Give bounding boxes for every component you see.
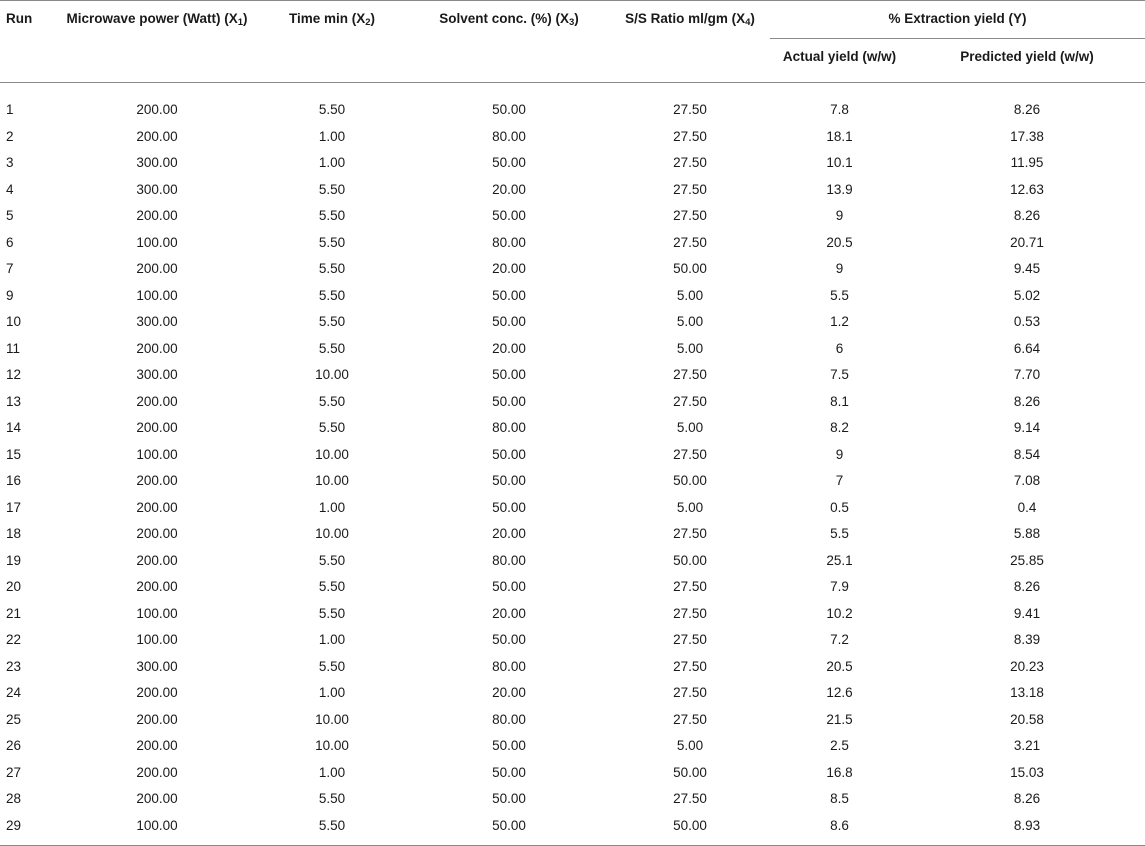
cell-microwave-power: 200.00 [136, 261, 178, 277]
table-row [0, 733, 1145, 760]
cell-ss-ratio: 27.50 [673, 101, 707, 117]
cell-time: 1.00 [318, 685, 346, 701]
cell-actual-yield: 8.2 [830, 420, 849, 436]
table-row [0, 256, 1145, 283]
cell-microwave-power: 100.00 [136, 234, 178, 250]
cell-time: 5.50 [318, 314, 346, 330]
cell-solvent-conc: 80.00 [492, 234, 526, 250]
cell-predicted-yield: 7.08 [1013, 473, 1041, 489]
cell-predicted-yield: 20.71 [1010, 234, 1044, 250]
cell-microwave-power: 100.00 [136, 605, 178, 621]
table-row [0, 229, 1145, 256]
table-row [0, 812, 1145, 845]
cell-predicted-yield: 9.41 [1013, 605, 1041, 621]
cell-predicted-yield: 7.70 [1013, 367, 1041, 383]
cell-predicted-yield: 5.88 [1013, 526, 1041, 542]
cell-actual-yield: 5.5 [830, 526, 849, 542]
cell-time: 5.50 [318, 420, 346, 436]
cell-ss-ratio: 27.50 [673, 526, 707, 542]
cell-ss-ratio: 27.50 [673, 446, 707, 462]
cell-run: 26 [6, 738, 22, 754]
cell-run: 28 [6, 791, 22, 807]
cell-time: 1.00 [318, 155, 346, 171]
cell-ss-ratio: 27.50 [673, 208, 707, 224]
cell-actual-yield: 1.2 [830, 314, 849, 330]
table-row [0, 335, 1145, 362]
cell-actual-yield: 2.5 [830, 738, 849, 754]
cell-ss-ratio: 50.00 [610, 812, 770, 845]
table-row [0, 150, 1145, 177]
cell-run: 20 [6, 579, 22, 595]
cell-actual-yield: 8.6 [770, 812, 909, 845]
cell-solvent-conc: 50.00 [492, 101, 526, 117]
cell-microwave-power: 100.00 [136, 446, 178, 462]
cell-solvent-conc: 50.00 [492, 579, 526, 595]
cell-microwave-power: 200.00 [136, 473, 178, 489]
cell-microwave-power: 200.00 [136, 128, 178, 144]
table-row [0, 441, 1145, 468]
cell-actual-yield: 7.5 [830, 367, 849, 383]
cell-time: 5.50 [318, 181, 346, 197]
cell-solvent-conc: 80.00 [492, 552, 526, 568]
cell-solvent-conc: 20.00 [492, 340, 526, 356]
header-extraction-yield-group: % Extraction yield (Y) [770, 1, 1145, 39]
cell-run: 11 [6, 340, 21, 356]
cell-solvent-conc: 50.00 [492, 393, 526, 409]
cell-solvent-conc: 50.00 [492, 367, 526, 383]
cell-run: 29 [0, 812, 58, 845]
cell-predicted-yield: 13.18 [1010, 685, 1044, 701]
table-row [0, 123, 1145, 150]
cell-time: 5.50 [318, 340, 346, 356]
cell-predicted-yield: 0.53 [1013, 314, 1041, 330]
cell-run: 12 [6, 367, 22, 383]
cell-microwave-power: 200.00 [136, 208, 178, 224]
table-row [0, 309, 1145, 336]
cell-solvent-conc: 80.00 [492, 420, 526, 436]
cell-run: 23 [6, 658, 22, 674]
cell-actual-yield: 7.8 [830, 101, 849, 117]
cell-time: 1.00 [318, 764, 346, 780]
cell-solvent-conc: 50.00 [492, 738, 526, 754]
cell-predicted-yield: 9.45 [1013, 261, 1041, 277]
cell-time: 5.50 [318, 579, 346, 595]
cell-solvent-conc: 50.00 [492, 499, 526, 515]
cell-actual-yield: 20.5 [826, 658, 853, 674]
cell-microwave-power: 200.00 [136, 711, 178, 727]
cell-time: 10.00 [315, 446, 349, 462]
cell-actual-yield: 0.5 [830, 499, 849, 515]
cell-ss-ratio: 27.50 [673, 711, 707, 727]
cell-solvent-conc: 50.00 [492, 208, 526, 224]
cell-actual-yield: 7 [835, 473, 844, 489]
table-row [0, 706, 1145, 733]
cell-time: 10.00 [315, 711, 349, 727]
cell-microwave-power: 200.00 [136, 420, 178, 436]
cell-solvent-conc: 20.00 [492, 526, 526, 542]
cell-ss-ratio: 27.50 [673, 128, 707, 144]
cell-run: 4 [6, 181, 14, 197]
cell-actual-yield: 7.9 [830, 579, 849, 595]
cell-time: 1.00 [318, 499, 346, 515]
cell-time: 10.00 [315, 738, 349, 754]
cell-run: 9 [6, 287, 14, 303]
cell-predicted-yield: 15.03 [1010, 764, 1044, 780]
cell-ss-ratio: 5.00 [676, 314, 704, 330]
table-row [0, 282, 1145, 309]
cell-run: 5 [6, 208, 14, 224]
cell-time: 1.00 [318, 632, 346, 648]
cell-solvent-conc: 50.00 [492, 155, 526, 171]
cell-run: 14 [6, 420, 22, 436]
cell-microwave-power: 200.00 [136, 579, 178, 595]
cell-time: 10.00 [315, 526, 349, 542]
table-row [0, 786, 1145, 813]
cell-solvent-conc: 20.00 [492, 261, 526, 277]
cell-run: 19 [6, 552, 22, 568]
cell-ss-ratio: 27.50 [673, 658, 707, 674]
cell-predicted-yield: 8.26 [1013, 791, 1041, 807]
cell-ss-ratio: 50.00 [673, 261, 707, 277]
cell-solvent-conc: 50.00 [492, 473, 526, 489]
cell-predicted-yield: 8.54 [1013, 446, 1041, 462]
cell-ss-ratio: 27.50 [673, 367, 707, 383]
cell-time: 5.50 [318, 208, 346, 224]
cell-time: 10.00 [315, 367, 349, 383]
cell-actual-yield: 9 [835, 446, 844, 462]
cell-predicted-yield: 8.26 [1013, 579, 1041, 595]
cell-run: 1 [6, 101, 14, 117]
table-row [0, 203, 1145, 230]
cell-run: 15 [6, 446, 22, 462]
cell-microwave-power: 100.00 [136, 287, 178, 303]
cell-solvent-conc: 50.00 [492, 287, 526, 303]
header-time: Time $\min (X_2)$ [288, 11, 376, 28]
cell-run: 17 [6, 499, 22, 515]
cell-actual-yield: 18.1 [826, 128, 853, 144]
header-ss-ratio: S/S Ratio ml/gm $(X_4)$ [625, 11, 755, 28]
cell-ss-ratio: 27.50 [673, 155, 707, 171]
cell-ss-ratio: 27.50 [673, 393, 707, 409]
cell-ss-ratio: 50.00 [673, 473, 707, 489]
table-row [0, 176, 1145, 203]
cell-predicted-yield: 6.64 [1013, 340, 1041, 356]
cell-run: 7 [6, 261, 14, 277]
cell-run: 10 [6, 314, 22, 330]
cell-actual-yield: 6 [835, 340, 844, 356]
cell-run: 21 [6, 605, 22, 621]
cell-predicted-yield: 11.95 [1010, 155, 1044, 171]
cell-ss-ratio: 5.00 [676, 420, 704, 436]
cell-predicted-yield: 20.23 [1010, 658, 1044, 674]
cell-microwave-power: 200.00 [136, 499, 178, 515]
cell-microwave-power: 200.00 [136, 738, 178, 754]
cell-predicted-yield: 20.58 [1010, 711, 1044, 727]
cell-time: 5.50 [318, 605, 346, 621]
cell-ss-ratio: 27.50 [673, 579, 707, 595]
cell-predicted-yield: 8.39 [1013, 632, 1041, 648]
cell-time: 5.50 [318, 658, 346, 674]
cell-microwave-power: 300.00 [136, 155, 178, 171]
cell-solvent-conc: 50.00 [492, 791, 526, 807]
cell-run: 16 [6, 473, 22, 489]
cell-time: 5.50 [318, 234, 346, 250]
cell-ss-ratio: 27.50 [673, 234, 707, 250]
header-microwave-power: Microwave power (Watt) $(X_1)$ [66, 11, 248, 28]
cell-time: 5.50 [318, 552, 346, 568]
cell-run: 13 [6, 393, 22, 409]
cell-actual-yield: 12.6 [826, 685, 853, 701]
cell-ss-ratio: 27.50 [673, 632, 707, 648]
table-row [0, 547, 1145, 574]
table-row [0, 574, 1145, 601]
cell-microwave-power: 200.00 [136, 101, 178, 117]
cell-actual-yield: 21.5 [826, 711, 853, 727]
cell-ss-ratio: 5.00 [676, 340, 704, 356]
cell-microwave-power: 100.00 [58, 812, 256, 845]
table-row [0, 83, 1145, 124]
cell-microwave-power: 300.00 [136, 658, 178, 674]
header-predicted-yield: Predicted yield (w/w) [960, 49, 1094, 64]
cell-microwave-power: 100.00 [136, 632, 178, 648]
cell-ss-ratio: 27.50 [673, 605, 707, 621]
header-solvent-conc: Solvent conc. (%) $(X_3)$ [439, 11, 579, 28]
cell-actual-yield: 10.1 [826, 155, 853, 171]
cell-solvent-conc: 50.00 [492, 446, 526, 462]
cell-time: 5.50 [318, 287, 346, 303]
cell-microwave-power: 200.00 [136, 685, 178, 701]
cell-microwave-power: 200.00 [136, 552, 178, 568]
table-row [0, 600, 1145, 627]
cell-solvent-conc: 80.00 [492, 658, 526, 674]
cell-ss-ratio: 50.00 [673, 764, 707, 780]
cell-microwave-power: 300.00 [136, 181, 178, 197]
cell-microwave-power: 300.00 [136, 367, 178, 383]
cell-ss-ratio: 5.00 [676, 499, 704, 515]
cell-time: 5.50 [256, 812, 408, 845]
cell-ss-ratio: 27.50 [673, 791, 707, 807]
cell-microwave-power: 200.00 [136, 393, 178, 409]
cell-run: 6 [6, 234, 14, 250]
cell-ss-ratio: 5.00 [676, 287, 704, 303]
cell-predicted-yield: 25.85 [1010, 552, 1044, 568]
header-run: Run [6, 11, 33, 26]
cell-predicted-yield: 8.26 [1013, 101, 1041, 117]
cell-time: 5.50 [318, 393, 346, 409]
cell-predicted-yield: 9.14 [1013, 420, 1041, 436]
cell-run: 27 [6, 764, 22, 780]
cell-run: 3 [6, 155, 14, 171]
cell-solvent-conc: 20.00 [492, 181, 526, 197]
cell-ss-ratio: 27.50 [673, 181, 707, 197]
cell-time: 10.00 [315, 473, 349, 489]
cell-ss-ratio: 27.50 [673, 685, 707, 701]
cell-solvent-conc: 20.00 [492, 685, 526, 701]
table-row [0, 680, 1145, 707]
cell-solvent-conc: 50.00 [492, 632, 526, 648]
cell-predicted-yield: 8.26 [1013, 393, 1041, 409]
cell-solvent-conc: 50.00 [408, 812, 610, 845]
cell-solvent-conc: 80.00 [492, 128, 526, 144]
cell-solvent-conc: 20.00 [492, 605, 526, 621]
cell-time: 5.50 [318, 261, 346, 277]
header-actual-yield: Actual yield (w/w) [782, 49, 897, 64]
cell-actual-yield: 25.1 [826, 552, 853, 568]
table-row [0, 468, 1145, 495]
cell-actual-yield: 8.1 [830, 393, 849, 409]
cell-time: 1.00 [318, 128, 346, 144]
cell-predicted-yield: 8.93 [909, 812, 1145, 845]
cell-predicted-yield: 3.21 [1013, 738, 1041, 754]
cell-actual-yield: 10.2 [826, 605, 853, 621]
table-body [0, 83, 1145, 846]
cell-time: 5.50 [318, 791, 346, 807]
table-row [0, 627, 1145, 654]
table-row [0, 653, 1145, 680]
cell-predicted-yield: 5.02 [1013, 287, 1041, 303]
cell-microwave-power: 200.00 [136, 526, 178, 542]
cell-run: 18 [6, 526, 22, 542]
table-row [0, 521, 1145, 548]
cell-actual-yield: 5.5 [830, 287, 849, 303]
cell-time: 5.50 [318, 101, 346, 117]
table-row [0, 388, 1145, 415]
cell-microwave-power: 200.00 [136, 764, 178, 780]
cell-predicted-yield: 0.4 [1017, 499, 1037, 515]
cell-actual-yield: 8.5 [830, 791, 849, 807]
cell-solvent-conc: 50.00 [492, 314, 526, 330]
table-row [0, 494, 1145, 521]
cell-actual-yield: 9 [835, 261, 844, 277]
cell-microwave-power: 200.00 [136, 340, 178, 356]
cell-actual-yield: 20.5 [826, 234, 853, 250]
cell-predicted-yield: 8.26 [1013, 208, 1041, 224]
cell-microwave-power: 300.00 [136, 314, 178, 330]
cell-solvent-conc: 80.00 [492, 711, 526, 727]
cell-run: 24 [6, 685, 22, 701]
cell-actual-yield: 16.8 [826, 764, 853, 780]
table-row [0, 362, 1145, 389]
cell-ss-ratio: 50.00 [673, 552, 707, 568]
cell-microwave-power: 200.00 [136, 791, 178, 807]
cell-predicted-yield: 12.63 [1010, 181, 1044, 197]
cell-predicted-yield: 17.38 [1010, 128, 1044, 144]
cell-solvent-conc: 50.00 [492, 764, 526, 780]
cell-actual-yield: 9 [835, 208, 844, 224]
cell-run: 2 [6, 128, 14, 144]
table-row [0, 415, 1145, 442]
table-header [0, 1, 1145, 83]
cell-actual-yield: 7.2 [830, 632, 849, 648]
cell-ss-ratio: 5.00 [676, 738, 704, 754]
cell-run: 25 [6, 711, 22, 727]
table-row [0, 759, 1145, 786]
cell-actual-yield: 13.9 [826, 181, 853, 197]
cell-run: 22 [6, 632, 22, 648]
